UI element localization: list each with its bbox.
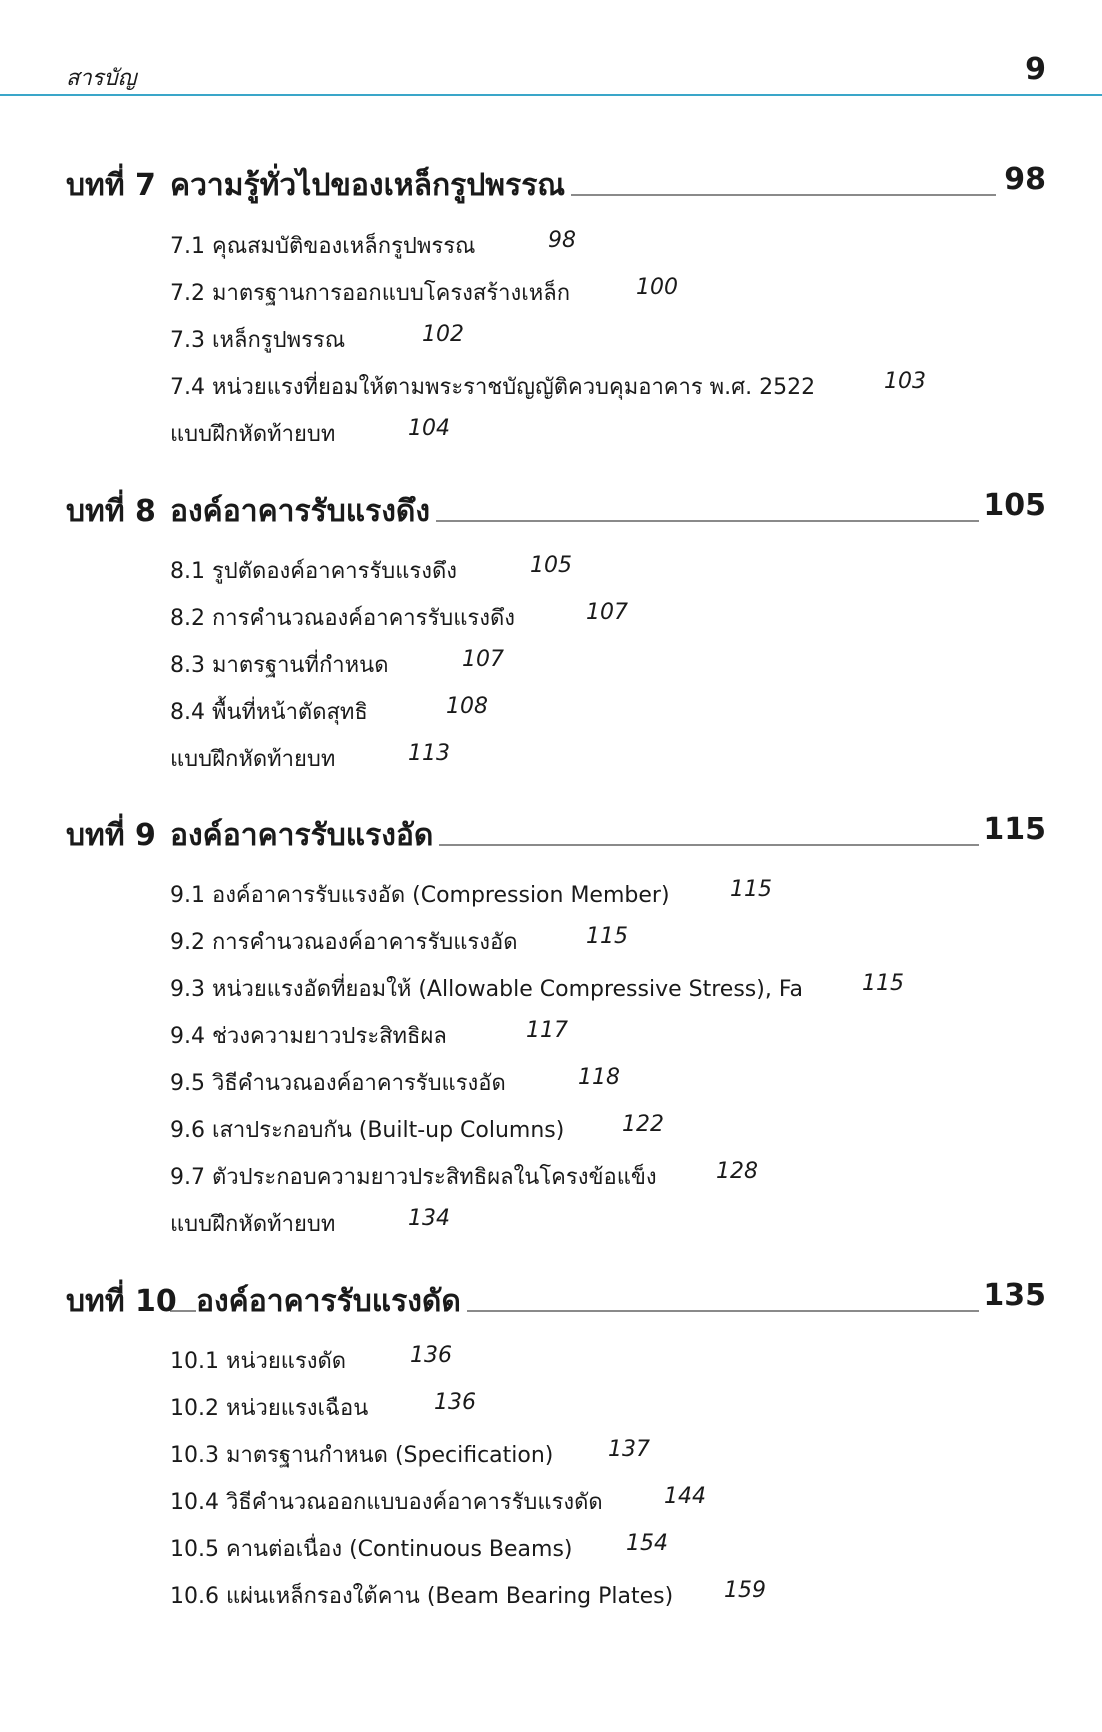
header-title: สารบัญ xyxy=(66,66,137,91)
entry-page: 128 xyxy=(716,1159,758,1184)
entry-page: 144 xyxy=(664,1484,706,1509)
entry-text: 10.2 หน่วยแรงเฉือน xyxy=(170,1396,369,1421)
entry-page: 159 xyxy=(724,1578,766,1603)
entry-page: 105 xyxy=(530,553,572,578)
chapter-heading[interactable] xyxy=(66,812,1046,856)
entry-page: 136 xyxy=(410,1343,452,1368)
entry-page: 108 xyxy=(446,694,488,719)
entry-text: 9.4 ช่วงความยาวประสิทธิผล xyxy=(170,1024,447,1049)
entry-page: 136 xyxy=(434,1390,476,1415)
chapter-label: บทที่ 10 xyxy=(66,1284,177,1319)
entry-text: 8.4 พื้นที่หน้าตัดสุทธิ xyxy=(170,700,368,725)
entry-page: 154 xyxy=(626,1531,668,1556)
page-header xyxy=(0,0,1102,96)
chapter-title: ความรู้ทั่วไปของเหล็กรูปพรรณ xyxy=(170,162,571,209)
entry-page: 102 xyxy=(422,322,464,347)
entry-text: 10.1 หน่วยแรงดัด xyxy=(170,1349,347,1374)
entry-page: 115 xyxy=(862,971,904,996)
entry-page: 104 xyxy=(408,416,450,441)
entry-text: 9.7 ตัวประกอบความยาวประสิทธิผลในโครงข้อแข็ง xyxy=(170,1165,657,1190)
entry-text: 9.2 การคำนวณองค์อาคารรับแรงอัด xyxy=(170,930,518,955)
chapter-page: 115 xyxy=(979,812,1046,847)
entry-text: 10.4 วิธีคำนวณออกแบบองค์อาคารรับแรงดัด xyxy=(170,1490,603,1515)
entry-text: 9.3 หน่วยแรงอัดที่ยอมให้ (Allowable Compressive Stress), Fa xyxy=(170,977,803,1002)
entry-text: 7.1 คุณสมบัติของเหล็กรูปพรรณ xyxy=(170,234,476,259)
chapter-heading[interactable] xyxy=(66,1278,1046,1322)
entry-text: 8.3 มาตรฐานที่กำหนด xyxy=(170,653,389,678)
chapter-label: บทที่ 9 xyxy=(66,818,156,853)
entry-text: แบบฝึกหัดท้ายบท xyxy=(170,1212,336,1237)
header-divider xyxy=(0,94,1102,96)
entry-page: 115 xyxy=(586,924,628,949)
entry-text: 9.5 วิธีคำนวณองค์อาคารรับแรงอัด xyxy=(170,1071,506,1096)
header-page-number: 9 xyxy=(1025,52,1046,87)
entry-text: 10.5 คานต่อเนื่อง (Continuous Beams) xyxy=(170,1537,573,1562)
entry-text: 9.1 องค์อาคารรับแรงอัด (Compression Member) xyxy=(170,883,670,908)
entry-page: 113 xyxy=(408,741,450,766)
chapter-title: องค์อาคารรับแรงดัด xyxy=(196,1278,467,1325)
entry-page: 118 xyxy=(578,1065,620,1090)
entry-page: 115 xyxy=(730,877,772,902)
entry-page: 107 xyxy=(462,647,504,672)
entry-page: 137 xyxy=(608,1437,650,1462)
chapter-title: องค์อาคารรับแรงอัด xyxy=(170,812,439,859)
entry-text: 8.1 รูปตัดองค์อาคารรับแรงดึง xyxy=(170,559,458,584)
entry-page: 98 xyxy=(548,228,576,253)
entry-text: 7.3 เหล็กรูปพรรณ xyxy=(170,328,346,353)
entry-text: 7.4 หน่วยแรงที่ยอมให้ตามพระราชบัญญัติควบคุมอาคาร พ.ศ. 2522 xyxy=(170,375,816,400)
entry-page: 107 xyxy=(586,600,628,625)
entry-text: แบบฝึกหัดท้ายบท xyxy=(170,422,336,447)
chapter-title: องค์อาคารรับแรงดึง xyxy=(170,488,436,535)
entry-text: 9.6 เสาประกอบกัน (Built-up Columns) xyxy=(170,1118,565,1143)
entry-page: 103 xyxy=(884,369,926,394)
chapter-page: 135 xyxy=(979,1278,1046,1313)
chapter-page: 105 xyxy=(979,488,1046,523)
entry-page: 122 xyxy=(622,1112,664,1137)
entry-page: 134 xyxy=(408,1206,450,1231)
entry-text: 8.2 การคำนวณองค์อาคารรับแรงดึง xyxy=(170,606,516,631)
entry-text: 7.2 มาตรฐานการออกแบบโครงสร้างเหล็ก xyxy=(170,281,571,306)
entry-page: 117 xyxy=(526,1018,568,1043)
chapter-heading[interactable] xyxy=(66,162,1046,206)
entry-page: 100 xyxy=(636,275,678,300)
entry-text: 10.3 มาตรฐานกำหนด (Specification) xyxy=(170,1443,554,1468)
entry-text: 10.6 แผ่นเหล็กรองใต้คาน (Beam Bearing Plates) xyxy=(170,1584,674,1609)
chapter-heading[interactable] xyxy=(66,488,1046,532)
entry-text: แบบฝึกหัดท้ายบท xyxy=(170,747,336,772)
chapter-label: บทที่ 7 xyxy=(66,168,156,203)
chapter-page: 98 xyxy=(1000,162,1046,197)
chapter-label: บทที่ 8 xyxy=(66,494,156,529)
